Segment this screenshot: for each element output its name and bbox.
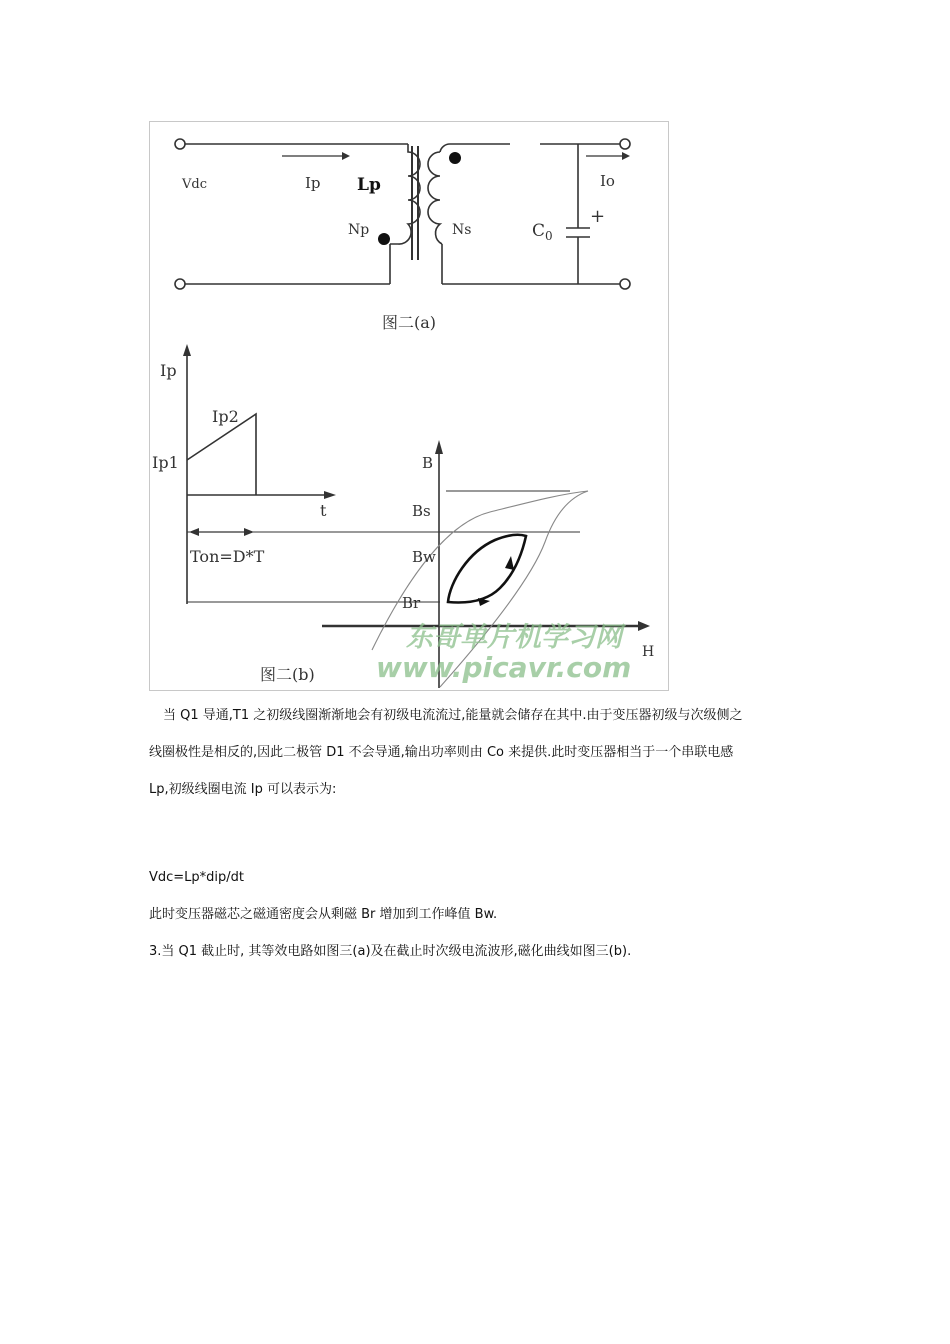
ton-label: Ton=D*T <box>190 547 265 566</box>
io-label: Io <box>600 172 615 190</box>
figure-2 <box>149 121 669 691</box>
co-label <box>532 221 553 243</box>
caption-b: 图二(b) <box>260 665 315 684</box>
ip2-label: Ip2 <box>212 407 239 426</box>
figure-2-drawing <box>150 122 670 692</box>
b-axis-arrow <box>435 440 443 454</box>
t-axis-label: t <box>320 501 327 520</box>
io-arrow-head <box>622 152 630 160</box>
ip1-label: Ip1 <box>152 453 179 472</box>
vdc-label: Vdc <box>182 177 207 192</box>
output-terminal-bottom <box>620 279 630 289</box>
formula: Vdc=Lp*dip/dt <box>149 870 245 885</box>
minor-loop-arrow-up <box>505 556 514 570</box>
br-label: Br <box>402 594 421 612</box>
paragraph-2: 此时变压器磁芯之磁通密度会从剩磁 Br 增加到工作峰值 Bw. <box>149 907 498 922</box>
capacitor-plus-sign: + <box>590 206 606 227</box>
output-terminal-top <box>620 139 630 149</box>
ns-label: Ns <box>452 222 472 238</box>
watermark-url: www.picavr.com <box>376 651 632 684</box>
np-polarity-dot <box>378 233 390 245</box>
primary-coil <box>390 144 420 244</box>
co-subscript: 0 <box>545 229 553 243</box>
lp-label: Lp <box>357 175 381 195</box>
minor-hysteresis-loop <box>448 535 526 603</box>
ns-polarity-dot <box>449 152 461 164</box>
waveform-t-arrow <box>324 491 336 499</box>
circuit-diagram <box>175 139 630 289</box>
b-axis-label: B <box>422 454 434 472</box>
caption-a: 图二(a) <box>382 313 437 332</box>
ip-arrow-head <box>342 152 350 160</box>
paragraph-3: 3.当 Q1 截止时, 其等效电路如图三(a)及在截止时次级电流波形,磁化曲线如图三(b). <box>149 944 632 959</box>
paragraph-1-line-1: 当 Q1 导通,T1 之初级线圈渐渐地会有初级电流流过,能量就会储存在其中.由于变压器初级与次级侧之 <box>163 708 743 723</box>
secondary-top-wire <box>440 144 510 152</box>
ip-ramp-waveform <box>187 414 256 495</box>
secondary-coil <box>428 152 442 244</box>
watermark-chinese: 东哥单片机学习网 <box>406 622 622 653</box>
ip-label: Ip <box>305 174 321 192</box>
input-terminal-bottom <box>175 279 185 289</box>
waveform-y-arrow <box>183 344 191 356</box>
h-axis-label: H <box>642 644 655 660</box>
paragraph-1-line-2: 线圈极性是相反的,因此二极管 D1 不会导通,输出功率则由 Co 来提供.此时变压器相当于一个串联电感 <box>149 745 734 760</box>
bs-label: Bs <box>412 502 431 520</box>
co-main: C <box>532 221 546 241</box>
input-terminal-top <box>175 139 185 149</box>
bw-label: Bw <box>412 548 436 566</box>
ip-axis-label: Ip <box>160 361 177 380</box>
np-label: Np <box>348 222 370 238</box>
h-axis-arrow <box>638 621 650 631</box>
paragraph-1-line-3: Lp,初级线圈电流 Ip 可以表示为: <box>149 782 337 797</box>
